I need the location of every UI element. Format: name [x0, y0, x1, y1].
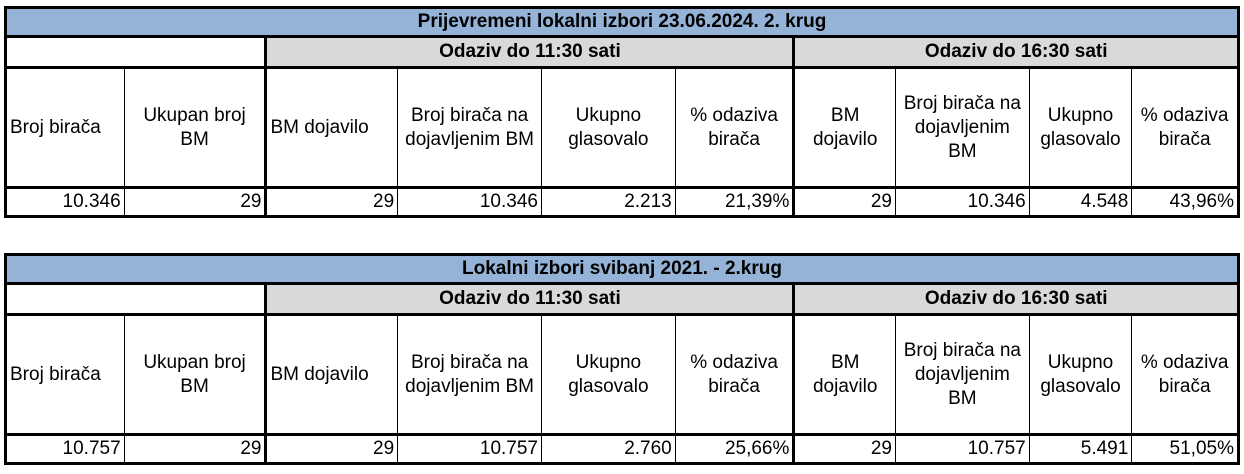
table-title: Lokalni izbori svibanj 2021. - 2.krug — [6, 255, 1239, 284]
col-header-bm-dojavilo: BM dojavilo — [794, 68, 896, 188]
cell-bm-dojavilo: 29 — [794, 188, 896, 217]
col-header-bm-dojavilo: BM dojavilo — [266, 315, 398, 435]
table-row — [6, 435, 1239, 464]
col-header-bm-dojavilo: BM dojavilo — [266, 68, 398, 188]
turnout-table-2024 — [4, 6, 1240, 218]
cell-ukupan-broj-bm: 29 — [124, 435, 266, 464]
group-header-1630: Odaziv do 16:30 sati — [794, 37, 1239, 68]
empty-header-cell — [6, 284, 266, 315]
col-header-ukupno-glasovalo: Ukupno glasovalo — [1029, 68, 1132, 188]
cell-ukupan-broj-bm: 29 — [124, 188, 266, 217]
cell-bm-dojavilo: 29 — [266, 188, 398, 217]
col-header-odaziv: % odaziva birača — [675, 315, 794, 435]
cell-ukupno-glasovalo: 2.213 — [541, 188, 675, 217]
col-header-broj-biraca-dojavljenim: Broj birača na dojavljenim BM — [398, 68, 542, 188]
col-header-broj-biraca-dojavljenim: Broj birača na dojavljenim BM — [398, 315, 542, 435]
group-header-1130: Odaziv do 11:30 sati — [266, 37, 794, 68]
turnout-table-2021 — [4, 253, 1240, 465]
cell-broj-biraca-dojavljenim: 10.346 — [895, 188, 1029, 217]
cell-odaziv: 25,66% — [675, 435, 794, 464]
cell-odaziv: 43,96% — [1132, 188, 1239, 217]
col-header-odaziv: % odaziva birača — [675, 68, 794, 188]
cell-broj-biraca-dojavljenim: 10.346 — [398, 188, 542, 217]
cell-broj-biraca-dojavljenim: 10.757 — [398, 435, 542, 464]
cell-ukupno-glasovalo: 5.491 — [1029, 435, 1132, 464]
col-header-broj-biraca: Broj birača — [6, 315, 125, 435]
cell-bm-dojavilo: 29 — [794, 435, 896, 464]
col-header-odaziv: % odaziva birača — [1132, 315, 1239, 435]
col-header-ukupno-glasovalo: Ukupno glasovalo — [541, 68, 675, 188]
cell-broj-biraca: 10.757 — [6, 435, 125, 464]
cell-bm-dojavilo: 29 — [266, 435, 398, 464]
col-header-odaziv: % odaziva birača — [1132, 68, 1239, 188]
col-header-ukupan-broj-bm: Ukupan broj BM — [124, 315, 266, 435]
col-header-broj-biraca: Broj birača — [6, 68, 125, 188]
cell-odaziv: 51,05% — [1132, 435, 1239, 464]
col-header-ukupno-glasovalo: Ukupno glasovalo — [542, 315, 676, 435]
cell-odaziv: 21,39% — [675, 188, 794, 217]
cell-ukupno-glasovalo: 4.548 — [1029, 188, 1132, 217]
cell-broj-biraca-dojavljenim: 10.757 — [895, 435, 1029, 464]
cell-ukupno-glasovalo: 2.760 — [542, 435, 676, 464]
col-header-ukupan-broj-bm: Ukupan broj BM — [124, 68, 266, 188]
table-row — [6, 188, 1239, 217]
group-header-1630: Odaziv do 16:30 sati — [794, 284, 1239, 315]
table-title: Prijevremeni lokalni izbori 23.06.2024. 2. krug — [6, 8, 1239, 37]
group-header-1130: Odaziv do 11:30 sati — [266, 284, 794, 315]
cell-broj-biraca: 10.346 — [6, 188, 125, 217]
col-header-ukupno-glasovalo: Ukupno glasovalo — [1029, 315, 1132, 435]
col-header-broj-biraca-dojavljenim: Broj birača na dojavljenim BM — [895, 68, 1029, 188]
col-header-broj-biraca-dojavljenim: Broj birača na dojavljenim BM — [895, 315, 1029, 435]
empty-header-cell — [6, 37, 266, 68]
col-header-bm-dojavilo: BM dojavilo — [794, 315, 896, 435]
